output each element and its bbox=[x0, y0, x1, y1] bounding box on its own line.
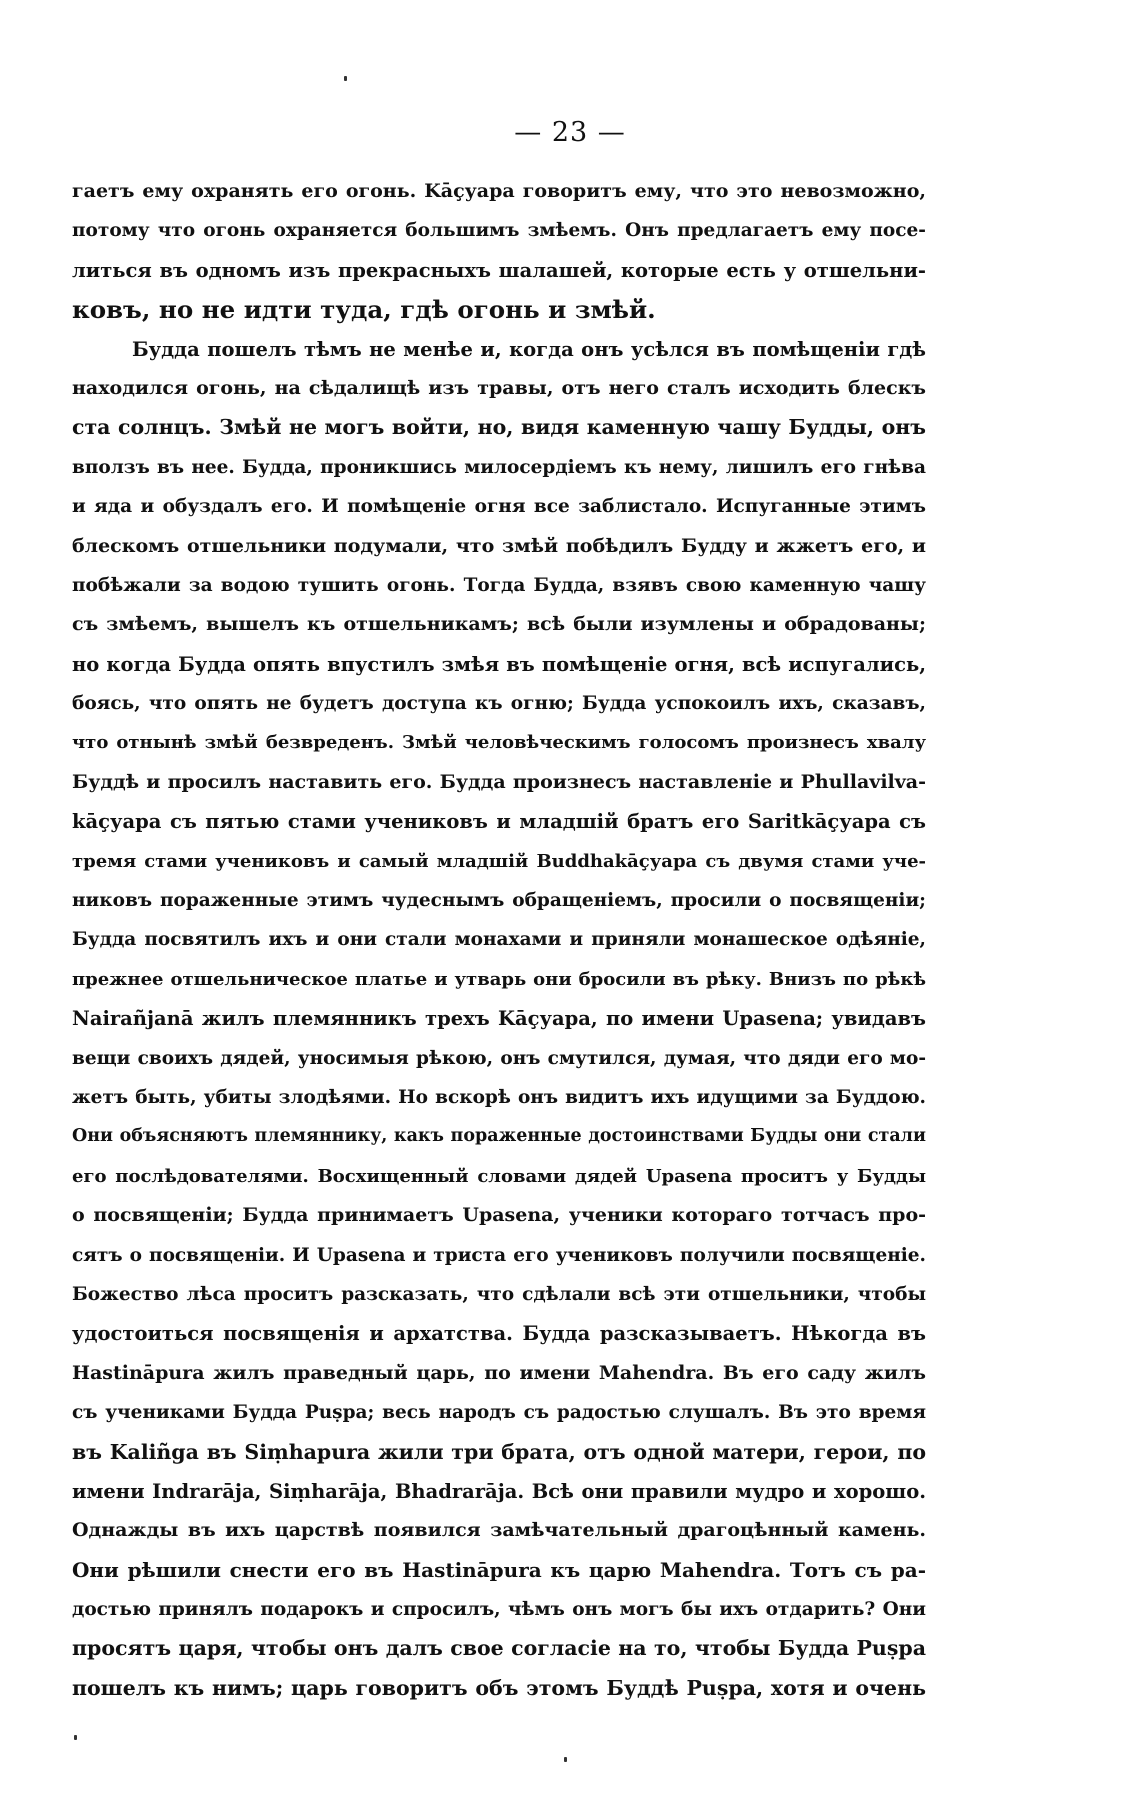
body-text bbox=[72, 172, 926, 1708]
text-line: побѣжали за водою тушить огонь. Тогда Будда, взявъ свою каменную чашу bbox=[72, 574, 926, 596]
text-line: пошелъ къ нимъ; царь говоритъ объ этомъ Буддѣ Puṣpa, хотя и очень bbox=[72, 1675, 926, 1700]
scan-speck bbox=[344, 76, 347, 81]
text-line: гаетъ ему охранять его огонь. Kāçуара говоритъ ему, что это невозможно, bbox=[72, 180, 926, 202]
text-line: сятъ о посвященіи. И Upasena и триста его учениковъ получили посвященіе. bbox=[72, 1244, 926, 1266]
text-line: съ змѣемъ, вышелъ къ отшельникамъ; всѣ были изумлены и обрадованы; bbox=[72, 613, 926, 636]
scan-speck bbox=[564, 1757, 567, 1762]
text-line: Однажды въ ихъ царствѣ появился замѣчательный драгоцѣнный камень. bbox=[72, 1519, 926, 1542]
text-line: имени Indrarāja, Siṃharāja, Bhadrarāja. Всѣ они правили мудро и хорошо. bbox=[72, 1479, 926, 1503]
text-line: блескомъ отшельники подумали, что змѣй побѣдилъ Будду и жжетъ его, и bbox=[72, 534, 926, 557]
text-line: вещи своихъ дядей, уносимыя рѣкою, онъ смутился, думая, что дяди его мо- bbox=[72, 1047, 926, 1069]
text-line: прежнее отшельническое платье и утварь они бросили въ рѣку. Внизъ по рѣкѣ bbox=[72, 968, 926, 990]
text-line: достью принялъ подарокъ и спросилъ, чѣмъ онъ могъ бы ихъ отдарить? Они bbox=[72, 1599, 926, 1621]
text-line: ста солнцъ. Змѣй не могъ войти, но, видя каменную чашу Будды, онъ bbox=[72, 415, 926, 440]
text-line: вползъ въ нее. Будда, проникшись милосердіемъ къ нему, лишилъ его гнѣва bbox=[72, 456, 926, 478]
text-line: Будда пошелъ тѣмъ не менѣе и, когда онъ усѣлся въ помѣщеніи гдѣ bbox=[132, 337, 926, 361]
text-line: потому что огонь охраняется большимъ змѣемъ. Онъ предлагаетъ ему посе- bbox=[72, 220, 926, 242]
text-line: никовъ пораженные этимъ чудеснымъ обращеніемъ, просили о посвященіи; bbox=[72, 890, 926, 912]
text-line: боясь, что опять не будетъ доступа къ огню; Будда успокоилъ ихъ, сказавъ, bbox=[72, 693, 926, 715]
text-line: что отнынѣ змѣй безвреденъ. Змѣй человѣческимъ голосомъ произнесъ хвалу bbox=[72, 732, 926, 754]
scan-speck bbox=[74, 1735, 77, 1740]
text-line: kāçуара съ пятью стами учениковъ и младшій братъ его Saritkāçуара съ bbox=[72, 810, 926, 834]
text-line: Nairañjanā жилъ племянникъ трехъ Kāçуара, по имени Upasena; увидавъ bbox=[72, 1007, 926, 1031]
text-line: находился огонь, на сѣдалищѣ изъ травы, отъ него сталъ исходить блескъ bbox=[72, 376, 926, 399]
page-number: — 23 — bbox=[514, 117, 626, 148]
text-line: съ учениками Будда Puṣpa; весь народъ съ радостью слушалъ. Въ это время bbox=[72, 1402, 926, 1424]
text-line: въ Kaliñga въ Siṃhapura жили три брата, отъ одной матери, герои, по bbox=[72, 1439, 926, 1464]
text-line: жетъ быть, убиты злодѣями. Но вскорѣ онъ видитъ ихъ идущими за Буддою. bbox=[72, 1086, 926, 1108]
text-line: литься въ одномъ изъ прекрасныхъ шалашей, которые есть у отшельни- bbox=[72, 258, 926, 282]
text-line: тремя стами учениковъ и самый младшій Buddhakāçуара съ двумя стами уче- bbox=[72, 850, 926, 872]
text-line: Буддѣ и просилъ наставить его. Будда произнесъ наставленіе и Phullavilva- bbox=[72, 770, 926, 793]
text-line: о посвященіи; Будда принимаетъ Upasena, ученики котораго тотчасъ про- bbox=[72, 1204, 926, 1227]
text-line: но когда Будда опять впустилъ змѣя въ помѣщеніе огня, всѣ испугались, bbox=[72, 652, 926, 676]
text-line: Божество лѣса проситъ разсказать, что сдѣлали всѣ эти отшельники, чтобы bbox=[72, 1283, 926, 1305]
text-line: и яда и обуздалъ его. И помѣщеніе огня все заблистало. Испуганные этимъ bbox=[72, 496, 926, 518]
text-line: его послѣдователями. Восхищенный словами дядей Upasena проситъ у Будды bbox=[72, 1165, 926, 1187]
text-line: Будда посвятилъ ихъ и они стали монахами и приняли монашеское одѣяніе, bbox=[72, 929, 926, 951]
text-line: Они рѣшили снести его въ Hastināpura къ царю Mahendra. Тотъ съ ра- bbox=[72, 1557, 926, 1582]
text-line: ковъ, но не идти туда, гдѣ огонь и змѣй. bbox=[72, 295, 656, 325]
text-line: удостоиться посвященія и архатства. Будда разсказываетъ. Нѣкогда въ bbox=[72, 1322, 926, 1346]
text-line: Они объясняютъ племяннику, какъ пораженные достоинствами Будды они стали bbox=[72, 1126, 926, 1147]
text-line: просятъ царя, чтобы онъ далъ свое согласіе на то, чтобы Будда Puṣpa bbox=[72, 1636, 926, 1661]
text-line: Hastināpura жилъ праведный царь, по имени Mahendra. Въ его саду жилъ bbox=[72, 1361, 926, 1384]
